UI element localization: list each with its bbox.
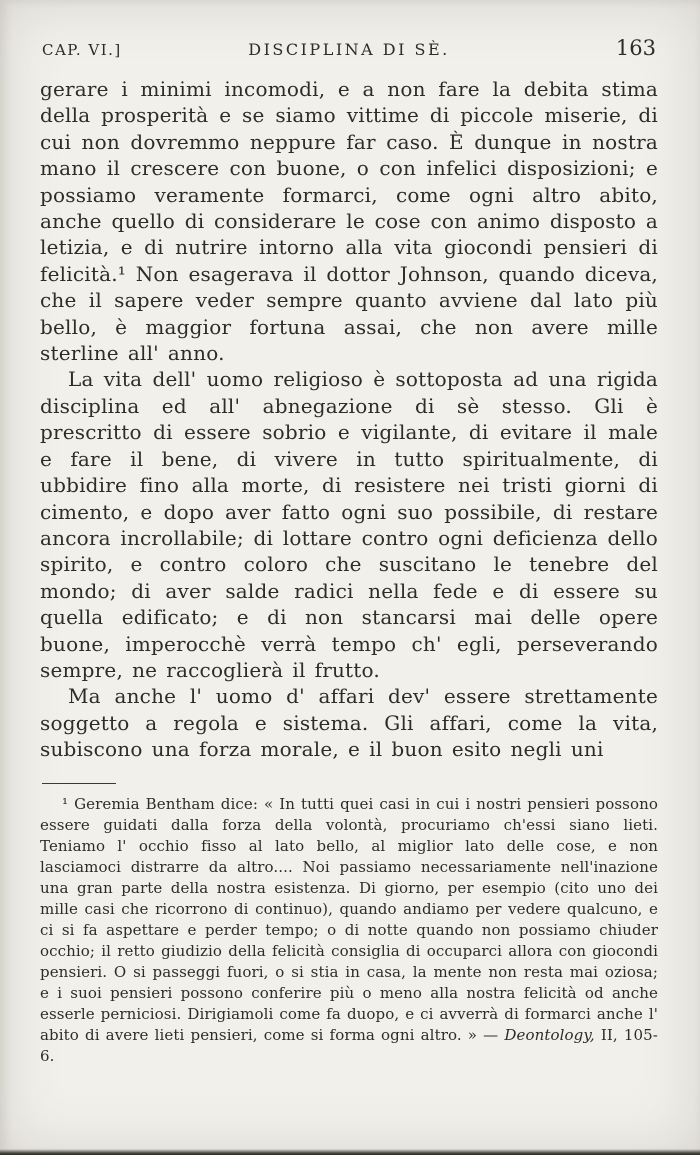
paragraph-continuation: gerare i minimi incomodi, e a non fare la debita stima della prosperità e se siamo vittime di piccole miserie, di cui non dovremmo neppure far caso. È dunque in nostra mano il crescere con buone, o con infelici disposizioni; e possiamo veramente formarci, come ogni altro abito, anche quello di considerare le cose con animo disposto a letizia, e di nutrire intorno alla vita giocondi pensieri di felicità.¹ Non esagerava il dottor Johnson, quando diceva, che il sapere veder sempre quanto avviene dal lato più bello, è maggior fortuna assai, che non avere mille sterline all' anno.	[40, 77, 658, 366]
page-number: 163	[615, 36, 656, 60]
body-text	[40, 76, 658, 763]
running-title: DISCIPLINA DI SÈ.	[248, 40, 450, 59]
page-header	[40, 36, 658, 60]
footnote-text: ¹ Geremia Bentham dice: « In tutti quei casi in cui i nostri pensieri possono essere guidati dalla forza della volontà, procuriamo ch'essi siano lieti. Teniamo l' occhio fisso al lato bello, al miglior lato delle cose, e non lasciamoci distrarre da altro.... Noi passiamo necessariamente nell'inazione una gran parte della nostra esistenza. Di giorno, per esempio (cito uno dei mille casi che ricorrono di continuo), quando andiamo per vedere qualcuno, e ci si fa aspettare e perder tempo; o di notte quando non possiamo chiuder occhio; il retto giudizio della felicità consiglia di occuparci allora con giocondi pensieri. O si passeggi fuori, o si stia in casa, la mente non resta mai oziosa; e i suoi pensieri possono conferire più o meno alla nostra felicità od anche esserle perniciosi. Dirigiamoli come fa duopo, e ci avverrà di formarci anche l' abito di avere lieti pensieri, come si forma ogni altro. » —	[40, 794, 658, 1044]
chapter-label: CAP. VI.]	[42, 41, 122, 59]
page-scan-edge	[0, 1149, 700, 1155]
paragraph: La vita dell' uomo religioso è sottoposta ad una rigida disciplina ed all' abnegazione di sè stesso. Gli è prescritto di essere sobrio e vigilante, di evitare il male e fare il bene, di vivere in tutto spiritualmente, di ubbidire fino alla morte, di resistere nei tristi giorni di cimento, e dopo aver fatto ogni suo possibile, di restare ancora incrollabile; di lottare contro ogni deficienza dello spirito, e contro coloro che suscitano le tenebre del mondo; di aver salde radici nella fede e di essere su quella edificato; e di non stancarsi mai delle opere buone, imperocchè verrà tempo ch' egli, perseverando sempre, ne raccoglierà il frutto.	[40, 367, 658, 682]
footnote-work-title: Deontology,	[504, 1025, 595, 1044]
footnote	[40, 794, 658, 1067]
footnote-separator	[42, 783, 116, 784]
paragraph: Ma anche l' uomo d' affari dev' essere strettamente soggetto a regola e sistema. Gli affari, come la vita, subiscono una forza morale, e il buon esito negli uni	[40, 684, 658, 762]
footnote-reference: II, 105-6.	[40, 1025, 658, 1065]
